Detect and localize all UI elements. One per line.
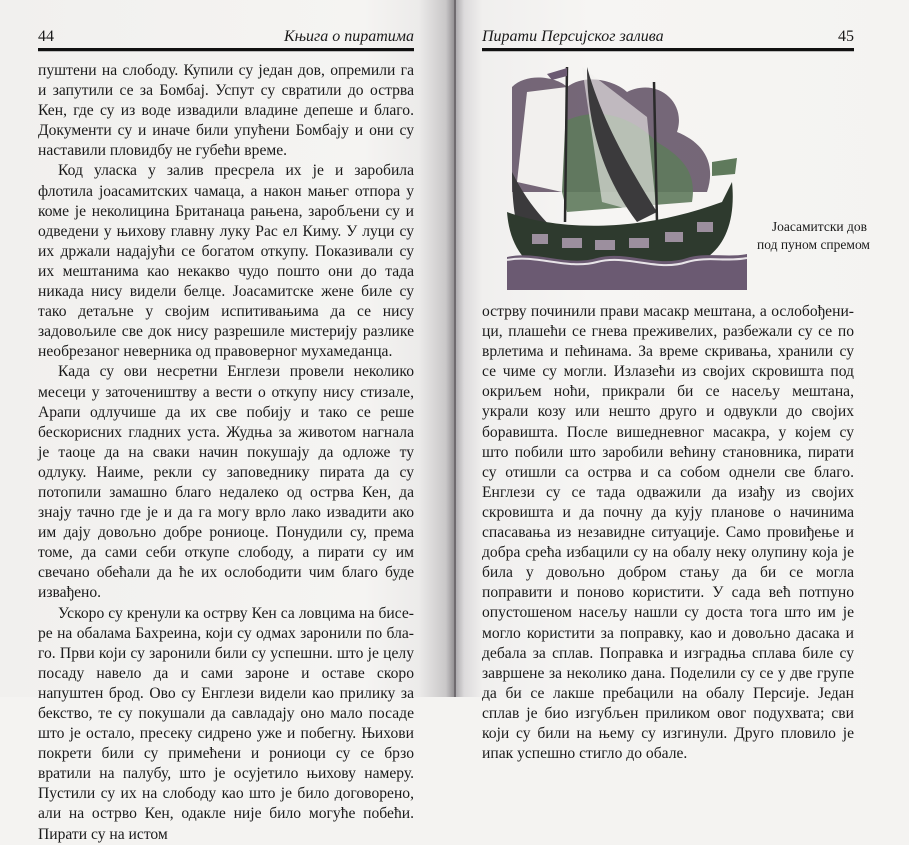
paragraph: Код уласка у залив пресрела их је и заробила флотила јоасамитских чамаца, а након мањег отпора у коме је неколицина Британаца рањена, заробљени су и одведени у њихову главну луку Рас ел Киму. У луци су их држали надајући се богатом откупу. Показивали су их мештанима као некакво чудо пошто они до тада никада нису видели белце. Јоасамитске жене биле су тако детаљне у својим испитивањима да се нису задовољиле све док нису разрешиле мистерију разлике необрезаног неверника од правоверног мухамеданца.: [38, 162, 414, 361]
left-header-rule: [38, 48, 414, 52]
figure-caption: [757, 218, 870, 254]
right-running-head: [482, 28, 854, 48]
flag: [712, 158, 737, 176]
right-page-number: 45: [838, 28, 854, 45]
left-running-head: [38, 28, 414, 48]
left-page-number: 44: [38, 28, 54, 45]
paragraph: Када су ови несретни Енглези провели неколико месеци у заточеништву а вести о откупу нису стизале, Арапи одлучише да их све побију и тако се реше бескорисних гладних уста. Жудња за животом нагнала је таоце да на сваки начин покушају да одложе ту одлуку. Наиме, рекли су заповеднику пирата да су потопили замашно благо недалеко од острва Кен, да знају тачно где је и да га могу врло лако извадити ако им дају довољно добре рониоце. Понудили су, према томе, да сами себи откупе слободу, а пирати су им свечано обећали да ће их ослободити чим благо буде извађено.: [38, 363, 414, 602]
flag: [547, 68, 567, 80]
paragraph: пуштени на слободу. Купили су један дов, опремили га и запутили се за Бомбај. Успут су свратили до острва Кен, где су из воде извадили владине депеше и благо. Документи су и иначе били упућени Бомбају и они су наставили пловидбу не губећи време.: [38, 62, 414, 160]
right-body-text: [482, 302, 854, 764]
paragraph: Ускоро су кренули ка острву Кен са ловцима на бисере на обалама Бахреина, који су одмах заронили по благо. Први који су заронили били су успешни. што је целу посаду навело да и сами зароне и оставе скоро напуштен брод. Ово су Енглези видели као прилику за бекство, те су покушали да савладају оно мало посаде што је остало, пресеку сидрено уже и побегну. Њихови покрети били су примећени и рониоци су се брзо вратили на палубу, што је осујетило њихову намеру. Пустили су их на слободу као што је било договорено, али на острво Кен, одакле није било могуће побећи. Пирати су на истом: [38, 604, 414, 843]
caption-line: Јоасамитски дов: [771, 219, 867, 234]
left-running-title: Књига о пиратима: [283, 28, 414, 45]
right-running-title: Пирати Персијског залива: [482, 28, 664, 45]
book-gutter: [454, 0, 456, 697]
ship-figure: [507, 62, 747, 290]
caption-line: под пуном спремом: [757, 237, 870, 252]
left-body-text: [38, 61, 414, 845]
ship-illustration-icon: [507, 62, 747, 290]
paragraph: острву починили прави масакр мештана, а ослобођеници, плашећи се гнева преживелих, разбежали су се по врлетима и пећинама. За време скривања, хранили су се чиме су могли. Излазећи из својих скровишта под окриљем ноћи, прикрали би се насељу мештана, украли козу или нешто друго и одвукли до својих боравишта. После вишедневног масакра, у којем су што побили што заробили већину становника, пирати су отишли са острва и са собом однели све благо. Енглези су се тада одважили да изађу из својих скровишта и да почну да кују планове о начинима спасавања из незавидне ситуације. Само провиђење и добра срећа избацили су на обалу неку олупину која је била у довољно добром стању да би се могла поправити и поново користити. У сада већ потпуно опустошеном насељу нашли су доста тога што им је могло користити за поправку, као и довољно дасака и дебала за сплав. Поправка и изградња сплава биле су завршене за неколико дана. Поделили су се у две групе да би се лакше пребацили на обалу Персије. Један сплав је био изгубљен приликом овог подухвата; сви који су били на њему су изгинули. Друго пловило је ипак успешно стигло до обале.: [482, 303, 854, 763]
right-header-rule: [482, 48, 854, 52]
